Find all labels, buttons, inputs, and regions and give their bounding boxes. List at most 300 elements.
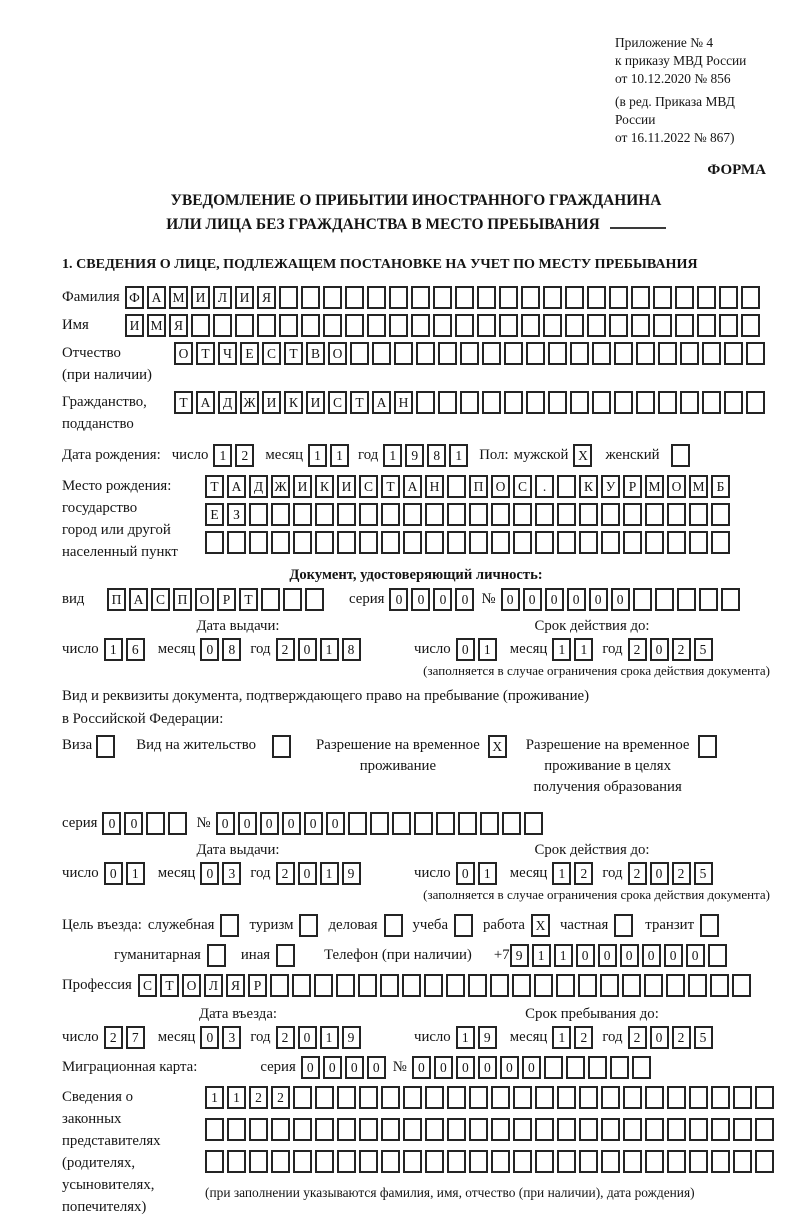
- char-box[interactable]: [610, 1056, 629, 1079]
- char-box[interactable]: [424, 974, 443, 997]
- char-box[interactable]: [697, 314, 716, 337]
- char-box[interactable]: 5: [694, 1026, 713, 1049]
- char-box[interactable]: [381, 1086, 400, 1109]
- char-box[interactable]: 8: [342, 638, 361, 661]
- char-box[interactable]: Т: [239, 588, 258, 611]
- char-box[interactable]: А: [372, 391, 391, 414]
- char-box[interactable]: [447, 475, 466, 498]
- char-box[interactable]: [425, 531, 444, 554]
- char-box[interactable]: [477, 286, 496, 309]
- char-box[interactable]: [403, 531, 422, 554]
- char-box[interactable]: [623, 1118, 642, 1141]
- char-box[interactable]: [565, 314, 584, 337]
- char-box[interactable]: [544, 1056, 563, 1079]
- char-box[interactable]: 0: [522, 1056, 541, 1079]
- char-box[interactable]: [587, 286, 606, 309]
- char-box[interactable]: [411, 286, 430, 309]
- char-box[interactable]: [732, 974, 751, 997]
- checkbox-visa[interactable]: [96, 735, 115, 758]
- char-box[interactable]: [460, 342, 479, 365]
- char-box[interactable]: [447, 503, 466, 526]
- char-box[interactable]: [261, 588, 280, 611]
- char-box[interactable]: И: [337, 475, 356, 498]
- char-box[interactable]: П: [173, 588, 192, 611]
- char-box[interactable]: [469, 1118, 488, 1141]
- char-box[interactable]: [447, 1118, 466, 1141]
- char-box[interactable]: 1: [320, 638, 339, 661]
- char-box[interactable]: С: [151, 588, 170, 611]
- char-box[interactable]: Т: [284, 342, 303, 365]
- char-box[interactable]: [570, 342, 589, 365]
- char-box[interactable]: [702, 342, 721, 365]
- char-box[interactable]: 0: [200, 862, 219, 885]
- char-box[interactable]: [513, 1118, 532, 1141]
- char-box[interactable]: [755, 1118, 774, 1141]
- char-box[interactable]: [557, 1086, 576, 1109]
- char-box[interactable]: [609, 286, 628, 309]
- char-box[interactable]: [345, 314, 364, 337]
- char-box[interactable]: [381, 503, 400, 526]
- char-box[interactable]: 0: [642, 944, 661, 967]
- char-box[interactable]: [358, 974, 377, 997]
- char-box[interactable]: [513, 1086, 532, 1109]
- char-box[interactable]: [556, 974, 575, 997]
- char-box[interactable]: [491, 503, 510, 526]
- char-box[interactable]: А: [196, 391, 215, 414]
- char-box[interactable]: .: [535, 475, 554, 498]
- char-box[interactable]: [447, 531, 466, 554]
- char-box[interactable]: 1: [574, 638, 593, 661]
- char-box[interactable]: [623, 1086, 642, 1109]
- char-box[interactable]: 2: [276, 638, 295, 661]
- char-box[interactable]: [645, 531, 664, 554]
- char-box[interactable]: Л: [213, 286, 232, 309]
- checkbox-business[interactable]: [384, 914, 403, 937]
- char-box[interactable]: [570, 391, 589, 414]
- char-box[interactable]: 9: [510, 944, 529, 967]
- char-box[interactable]: А: [227, 475, 246, 498]
- char-box[interactable]: 2: [672, 1026, 691, 1049]
- char-box[interactable]: [477, 314, 496, 337]
- char-box[interactable]: [741, 314, 760, 337]
- char-box[interactable]: 0: [567, 588, 586, 611]
- char-box[interactable]: [403, 1150, 422, 1173]
- char-box[interactable]: 1: [320, 1026, 339, 1049]
- char-box[interactable]: [655, 588, 674, 611]
- char-box[interactable]: 0: [456, 862, 475, 885]
- char-box[interactable]: Т: [205, 475, 224, 498]
- char-box[interactable]: [292, 974, 311, 997]
- char-box[interactable]: 2: [628, 638, 647, 661]
- char-box[interactable]: А: [403, 475, 422, 498]
- char-box[interactable]: [249, 1118, 268, 1141]
- char-box[interactable]: [689, 1086, 708, 1109]
- char-box[interactable]: Т: [350, 391, 369, 414]
- char-box[interactable]: [645, 503, 664, 526]
- char-box[interactable]: [293, 1086, 312, 1109]
- char-box[interactable]: О: [174, 342, 193, 365]
- char-box[interactable]: [636, 342, 655, 365]
- char-box[interactable]: [469, 1150, 488, 1173]
- char-box[interactable]: 0: [650, 862, 669, 885]
- char-box[interactable]: [455, 314, 474, 337]
- char-box[interactable]: 1: [552, 862, 571, 885]
- char-box[interactable]: [614, 342, 633, 365]
- char-box[interactable]: [601, 503, 620, 526]
- checkbox-private[interactable]: [614, 914, 633, 937]
- char-box[interactable]: [526, 342, 545, 365]
- char-box[interactable]: [257, 314, 276, 337]
- char-box[interactable]: У: [601, 475, 620, 498]
- char-box[interactable]: И: [235, 286, 254, 309]
- char-box[interactable]: [733, 1086, 752, 1109]
- char-box[interactable]: 2: [249, 1086, 268, 1109]
- char-box[interactable]: М: [645, 475, 664, 498]
- char-box[interactable]: [235, 314, 254, 337]
- char-box[interactable]: [667, 503, 686, 526]
- char-box[interactable]: [499, 314, 518, 337]
- char-box[interactable]: [689, 1150, 708, 1173]
- char-box[interactable]: [697, 286, 716, 309]
- char-box[interactable]: [548, 342, 567, 365]
- char-box[interactable]: 0: [301, 1056, 320, 1079]
- checkbox-temp-residence[interactable]: X: [488, 735, 507, 758]
- char-box[interactable]: Т: [174, 391, 193, 414]
- char-box[interactable]: [689, 503, 708, 526]
- char-box[interactable]: 2: [271, 1086, 290, 1109]
- char-box[interactable]: 2: [276, 862, 295, 885]
- char-box[interactable]: 1: [478, 862, 497, 885]
- char-box[interactable]: 0: [367, 1056, 386, 1079]
- char-box[interactable]: [601, 531, 620, 554]
- char-box[interactable]: 0: [298, 862, 317, 885]
- char-box[interactable]: 2: [574, 1026, 593, 1049]
- char-box[interactable]: [283, 588, 302, 611]
- char-box[interactable]: [566, 1056, 585, 1079]
- char-box[interactable]: И: [262, 391, 281, 414]
- char-box[interactable]: 9: [342, 1026, 361, 1049]
- char-box[interactable]: 8: [222, 638, 241, 661]
- char-box[interactable]: [614, 391, 633, 414]
- char-box[interactable]: [305, 588, 324, 611]
- char-box[interactable]: [389, 314, 408, 337]
- char-box[interactable]: [557, 1118, 576, 1141]
- char-box[interactable]: [227, 531, 246, 554]
- char-box[interactable]: М: [169, 286, 188, 309]
- char-box[interactable]: [526, 391, 545, 414]
- char-box[interactable]: [666, 974, 685, 997]
- char-box[interactable]: [414, 812, 433, 835]
- char-box[interactable]: [315, 503, 334, 526]
- char-box[interactable]: [227, 1150, 246, 1173]
- char-box[interactable]: 0: [620, 944, 639, 967]
- char-box[interactable]: [755, 1150, 774, 1173]
- char-box[interactable]: 0: [650, 1026, 669, 1049]
- char-box[interactable]: [721, 588, 740, 611]
- char-box[interactable]: 0: [456, 1056, 475, 1079]
- char-box[interactable]: О: [491, 475, 510, 498]
- char-box[interactable]: [403, 1118, 422, 1141]
- char-box[interactable]: 0: [686, 944, 705, 967]
- char-box[interactable]: [579, 1086, 598, 1109]
- char-box[interactable]: [205, 1118, 224, 1141]
- char-box[interactable]: [680, 391, 699, 414]
- char-box[interactable]: [667, 531, 686, 554]
- char-box[interactable]: [482, 342, 501, 365]
- char-box[interactable]: [708, 944, 727, 967]
- char-box[interactable]: 7: [126, 1026, 145, 1049]
- char-box[interactable]: [535, 503, 554, 526]
- char-box[interactable]: [337, 531, 356, 554]
- char-box[interactable]: 8: [427, 444, 446, 467]
- char-box[interactable]: С: [328, 391, 347, 414]
- char-box[interactable]: [680, 342, 699, 365]
- char-box[interactable]: 0: [104, 862, 123, 885]
- char-box[interactable]: [455, 286, 474, 309]
- char-box[interactable]: В: [306, 342, 325, 365]
- char-box[interactable]: [458, 812, 477, 835]
- char-box[interactable]: [565, 286, 584, 309]
- char-box[interactable]: [675, 286, 694, 309]
- checkbox-tourism[interactable]: [299, 914, 318, 937]
- char-box[interactable]: [381, 1150, 400, 1173]
- char-box[interactable]: [746, 342, 765, 365]
- char-box[interactable]: [205, 531, 224, 554]
- char-box[interactable]: [370, 812, 389, 835]
- char-box[interactable]: 1: [330, 444, 349, 467]
- char-box[interactable]: 1: [532, 944, 551, 967]
- char-box[interactable]: [733, 1150, 752, 1173]
- char-box[interactable]: [521, 286, 540, 309]
- char-box[interactable]: [631, 286, 650, 309]
- char-box[interactable]: [411, 314, 430, 337]
- char-box[interactable]: [535, 1150, 554, 1173]
- char-box[interactable]: Ж: [271, 475, 290, 498]
- char-box[interactable]: [645, 1086, 664, 1109]
- char-box[interactable]: [711, 531, 730, 554]
- char-box[interactable]: 2: [672, 862, 691, 885]
- checkbox-work[interactable]: X: [531, 914, 550, 937]
- char-box[interactable]: О: [195, 588, 214, 611]
- char-box[interactable]: [633, 588, 652, 611]
- char-box[interactable]: 0: [434, 1056, 453, 1079]
- char-box[interactable]: [389, 286, 408, 309]
- char-box[interactable]: А: [147, 286, 166, 309]
- char-box[interactable]: 2: [276, 1026, 295, 1049]
- char-box[interactable]: 0: [411, 588, 430, 611]
- char-box[interactable]: 2: [235, 444, 254, 467]
- char-box[interactable]: [337, 1150, 356, 1173]
- char-box[interactable]: [535, 1086, 554, 1109]
- char-box[interactable]: Е: [240, 342, 259, 365]
- char-box[interactable]: 0: [216, 812, 235, 835]
- char-box[interactable]: К: [579, 475, 598, 498]
- char-box[interactable]: [249, 1150, 268, 1173]
- char-box[interactable]: 0: [433, 588, 452, 611]
- char-box[interactable]: [227, 1118, 246, 1141]
- char-box[interactable]: [622, 974, 641, 997]
- char-box[interactable]: [557, 1150, 576, 1173]
- char-box[interactable]: [315, 1118, 334, 1141]
- char-box[interactable]: [271, 1150, 290, 1173]
- char-box[interactable]: Я: [169, 314, 188, 337]
- char-box[interactable]: 0: [611, 588, 630, 611]
- char-box[interactable]: [724, 342, 743, 365]
- char-box[interactable]: [301, 314, 320, 337]
- char-box[interactable]: Р: [248, 974, 267, 997]
- char-box[interactable]: [579, 531, 598, 554]
- char-box[interactable]: [741, 286, 760, 309]
- char-box[interactable]: [557, 475, 576, 498]
- char-box[interactable]: [600, 974, 619, 997]
- char-box[interactable]: 0: [501, 588, 520, 611]
- char-box[interactable]: Т: [196, 342, 215, 365]
- char-box[interactable]: Б: [711, 475, 730, 498]
- char-box[interactable]: [688, 974, 707, 997]
- char-box[interactable]: [293, 503, 312, 526]
- char-box[interactable]: А: [129, 588, 148, 611]
- char-box[interactable]: Н: [394, 391, 413, 414]
- char-box[interactable]: [601, 1118, 620, 1141]
- char-box[interactable]: 1: [552, 1026, 571, 1049]
- char-box[interactable]: [293, 531, 312, 554]
- char-box[interactable]: 0: [456, 638, 475, 661]
- char-box[interactable]: [433, 314, 452, 337]
- char-box[interactable]: [249, 531, 268, 554]
- char-box[interactable]: [755, 1086, 774, 1109]
- char-box[interactable]: 0: [412, 1056, 431, 1079]
- char-box[interactable]: [667, 1086, 686, 1109]
- char-box[interactable]: [469, 531, 488, 554]
- char-box[interactable]: [645, 1150, 664, 1173]
- char-box[interactable]: 9: [405, 444, 424, 467]
- char-box[interactable]: Р: [623, 475, 642, 498]
- checkbox-temp-residence-education[interactable]: [698, 735, 717, 758]
- char-box[interactable]: [699, 588, 718, 611]
- char-box[interactable]: [504, 391, 523, 414]
- char-box[interactable]: [425, 1086, 444, 1109]
- char-box[interactable]: [579, 1150, 598, 1173]
- char-box[interactable]: [323, 314, 342, 337]
- char-box[interactable]: [348, 812, 367, 835]
- char-box[interactable]: [675, 314, 694, 337]
- char-box[interactable]: [513, 503, 532, 526]
- char-box[interactable]: 0: [589, 588, 608, 611]
- char-box[interactable]: [521, 314, 540, 337]
- char-box[interactable]: Л: [204, 974, 223, 997]
- char-box[interactable]: [667, 1118, 686, 1141]
- char-box[interactable]: С: [138, 974, 157, 997]
- char-box[interactable]: 9: [342, 862, 361, 885]
- char-box[interactable]: [733, 1118, 752, 1141]
- char-box[interactable]: [719, 314, 738, 337]
- char-box[interactable]: [380, 974, 399, 997]
- char-box[interactable]: 2: [104, 1026, 123, 1049]
- char-box[interactable]: [502, 812, 521, 835]
- char-box[interactable]: [293, 1150, 312, 1173]
- char-box[interactable]: 2: [628, 862, 647, 885]
- char-box[interactable]: 0: [455, 588, 474, 611]
- checkbox-other[interactable]: [276, 944, 295, 967]
- char-box[interactable]: 1: [478, 638, 497, 661]
- char-box[interactable]: [345, 286, 364, 309]
- char-box[interactable]: [632, 1056, 651, 1079]
- char-box[interactable]: [425, 1150, 444, 1173]
- char-box[interactable]: [323, 286, 342, 309]
- char-box[interactable]: [279, 286, 298, 309]
- char-box[interactable]: 1: [552, 638, 571, 661]
- char-box[interactable]: [677, 588, 696, 611]
- char-box[interactable]: [601, 1150, 620, 1173]
- char-box[interactable]: И: [306, 391, 325, 414]
- char-box[interactable]: 0: [298, 638, 317, 661]
- char-box[interactable]: 1: [449, 444, 468, 467]
- char-box[interactable]: 0: [523, 588, 542, 611]
- char-box[interactable]: З: [227, 503, 246, 526]
- char-box[interactable]: [592, 342, 611, 365]
- char-box[interactable]: [491, 1118, 510, 1141]
- checkbox-official[interactable]: [220, 914, 239, 937]
- char-box[interactable]: 0: [389, 588, 408, 611]
- char-box[interactable]: [711, 503, 730, 526]
- char-box[interactable]: 0: [282, 812, 301, 835]
- char-box[interactable]: [658, 391, 677, 414]
- char-box[interactable]: [359, 1118, 378, 1141]
- char-box[interactable]: [468, 974, 487, 997]
- char-box[interactable]: [301, 286, 320, 309]
- char-box[interactable]: [337, 1118, 356, 1141]
- char-box[interactable]: 1: [227, 1086, 246, 1109]
- char-box[interactable]: [359, 1086, 378, 1109]
- char-box[interactable]: [513, 531, 532, 554]
- char-box[interactable]: [447, 1150, 466, 1173]
- char-box[interactable]: [469, 1086, 488, 1109]
- char-box[interactable]: [623, 503, 642, 526]
- char-box[interactable]: Т: [381, 475, 400, 498]
- checkbox-humanitarian[interactable]: [207, 944, 226, 967]
- char-box[interactable]: М: [147, 314, 166, 337]
- char-box[interactable]: [491, 531, 510, 554]
- char-box[interactable]: [667, 1150, 686, 1173]
- char-box[interactable]: [491, 1086, 510, 1109]
- char-box[interactable]: [710, 974, 729, 997]
- char-box[interactable]: [534, 974, 553, 997]
- char-box[interactable]: [249, 503, 268, 526]
- char-box[interactable]: К: [315, 475, 334, 498]
- char-box[interactable]: [513, 1150, 532, 1173]
- char-box[interactable]: [392, 812, 411, 835]
- char-box[interactable]: 1: [213, 444, 232, 467]
- char-box[interactable]: Н: [425, 475, 444, 498]
- char-box[interactable]: Ф: [125, 286, 144, 309]
- char-box[interactable]: [535, 531, 554, 554]
- char-box[interactable]: [592, 391, 611, 414]
- char-box[interactable]: [315, 531, 334, 554]
- char-box[interactable]: [601, 1086, 620, 1109]
- char-box[interactable]: Я: [226, 974, 245, 997]
- char-box[interactable]: [469, 503, 488, 526]
- char-box[interactable]: [359, 503, 378, 526]
- char-box[interactable]: [350, 342, 369, 365]
- char-box[interactable]: 1: [554, 944, 573, 967]
- char-box[interactable]: [336, 974, 355, 997]
- char-box[interactable]: 0: [650, 638, 669, 661]
- char-box[interactable]: 1: [308, 444, 327, 467]
- char-box[interactable]: 1: [456, 1026, 475, 1049]
- char-box[interactable]: [644, 974, 663, 997]
- char-box[interactable]: [579, 503, 598, 526]
- char-box[interactable]: 5: [694, 862, 713, 885]
